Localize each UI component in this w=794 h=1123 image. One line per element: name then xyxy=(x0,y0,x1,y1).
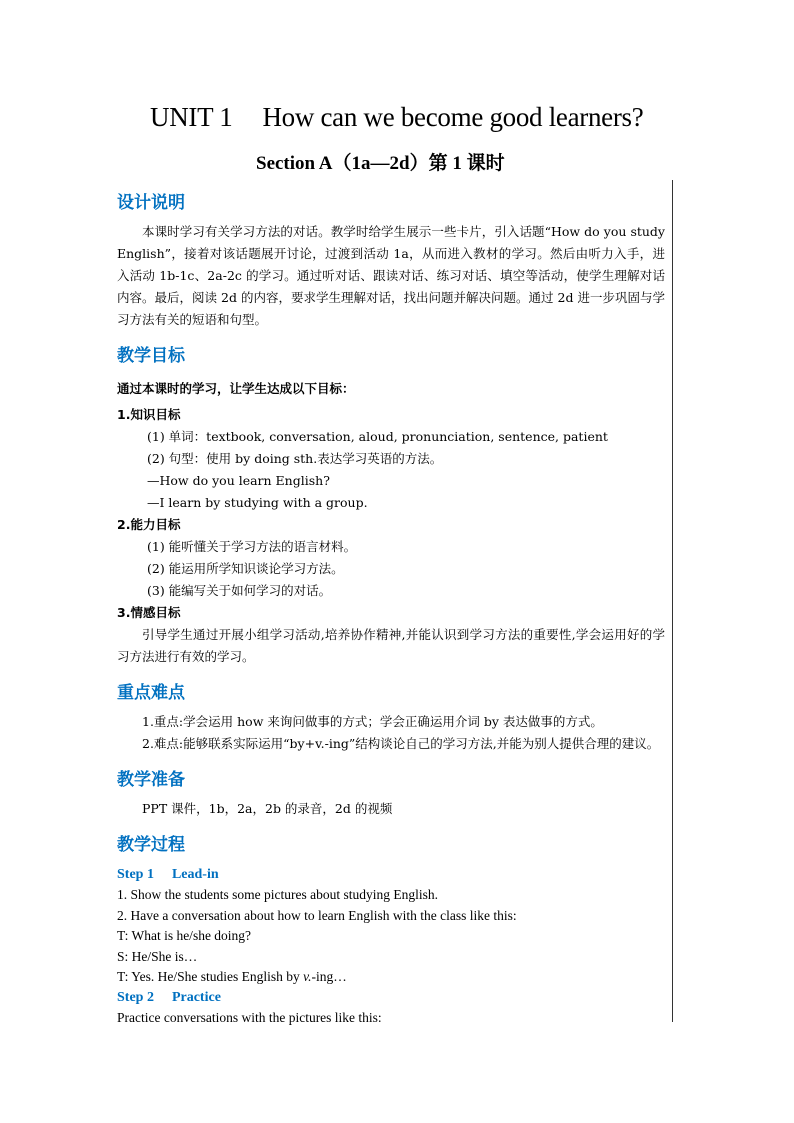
section-subtitle: Section A（1a—2d）第 1 课时 xyxy=(256,153,505,174)
step-1-line-5-italic: v. xyxy=(303,969,312,984)
heading-goals: 教学目标 xyxy=(117,346,185,366)
step-1-line-2: 2. Have a conversation about how to learn English with the class like this: xyxy=(117,907,517,923)
heading-preparation: 教学准备 xyxy=(117,770,185,790)
step-1-line-3: T: What is he/she doing? xyxy=(117,928,252,943)
unit-title xyxy=(150,102,710,133)
difficult-point: 2.难点:能够联系实际运用“by+v.-ing”结构谈论自己的学习方法,并能为别人提供合理的建议。 xyxy=(142,736,660,751)
lesson-content xyxy=(117,188,665,1028)
step-1-line-5-suffix: -ing… xyxy=(311,969,347,984)
knowledge-goal-example-q: —How do you learn English? xyxy=(147,473,330,488)
right-border-line xyxy=(672,180,673,1022)
step-1-line-1: 1. Show the students some pictures about studying English. xyxy=(117,887,438,902)
ability-goal-3: (3) 能编写关于如何学习的对话。 xyxy=(147,583,332,598)
heading-key-points: 重点难点 xyxy=(117,683,185,703)
preparation-text: PPT 课件，1b，2a，2b 的录音，2d 的视频 xyxy=(142,801,393,816)
ability-goal-2: (2) 能运用所学知识谈论学习方法。 xyxy=(147,561,344,576)
step-1-line-4: S: He/She is… xyxy=(117,948,198,964)
goals-intro: 通过本课时的学习，让学生达成以下目标： xyxy=(117,381,355,396)
unit-question: How can we become good learners? xyxy=(262,102,644,132)
step-1-line-5 xyxy=(117,967,665,988)
knowledge-goal-example-a: —I learn by studying with a group. xyxy=(147,495,368,510)
step-1-line-5-text: T: Yes. He/She studies English by xyxy=(117,969,304,984)
emotion-goal-text: 引导学生通过开展小组学习活动,培养协作精神,并能认识到学习方法的重要性,学会运用好的学习方法进行有效的学习。 xyxy=(117,627,665,664)
step-2-line-1: Practice conversations with the pictures like this: xyxy=(117,1009,382,1025)
knowledge-goal-title: 1.知识目标 xyxy=(117,407,181,422)
step-1-name: Lead-in xyxy=(171,867,219,882)
design-paragraph: 本课时学习有关学习方法的对话。教学时给学生展示一些卡片，引入话题“How do you study English”，接着对该话题展开讨论，过渡到活动 1a，从而进入教材的学习。然后由听力入手，进入活动 1b-1c、2a-2c 的学习。通过听对话、跟读对话、练习对话、填空等活动，使学生理解对话内容。最后，阅读 2d 的内容，要求学生理解对话，找出问题并解决问题。通过 2d 进一步巩固与学习方法有关的短语和句型。 xyxy=(117,224,665,327)
emotion-goal-title: 3.情感目标 xyxy=(117,605,181,620)
step-2-heading xyxy=(117,988,665,1008)
knowledge-goal-words: (1) 单词：textbook, conversation, aloud, pronunciation, sentence, patient xyxy=(147,429,608,444)
step-2-number: Step 2 xyxy=(117,989,154,1005)
heading-design: 设计说明 xyxy=(117,193,185,213)
step-1-number: Step 1 xyxy=(117,867,154,882)
ability-goal-1: (1) 能听懂关于学习方法的语言材料。 xyxy=(147,539,357,554)
step-2-name: Practice xyxy=(171,989,221,1005)
step-1-heading xyxy=(117,865,665,885)
unit-number: UNIT 1 xyxy=(150,102,233,132)
ability-goal-title: 2.能力目标 xyxy=(117,517,181,532)
heading-process: 教学过程 xyxy=(117,835,185,855)
knowledge-goal-pattern: (2) 句型：使用 by doing sth.表达学习英语的方法。 xyxy=(147,451,443,466)
key-point: 1.重点:学会运用 how 来询问做事的方式；学会正确运用介词 by 表达做事的方式。 xyxy=(142,714,603,729)
